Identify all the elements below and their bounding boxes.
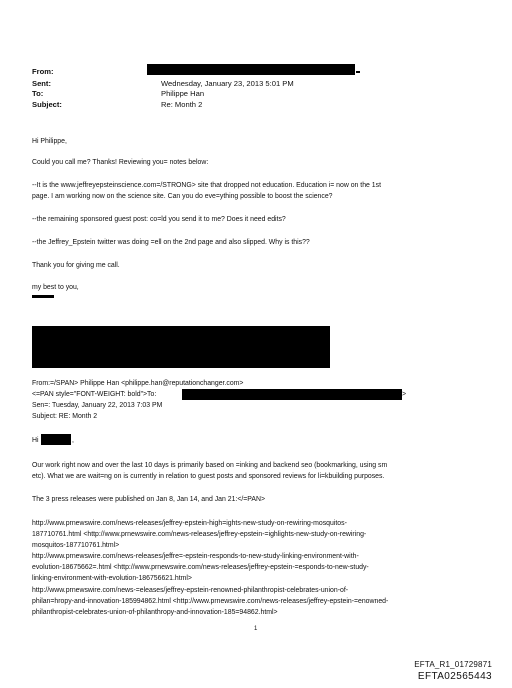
reply-line: Thank you for giving me call. bbox=[32, 262, 120, 269]
subject-value: Re: Month 2 bbox=[161, 100, 203, 109]
quoted-hi-comma: , bbox=[72, 437, 74, 444]
quoted-hi: Hi bbox=[32, 437, 39, 444]
reply-signoff: my best to you, bbox=[32, 284, 79, 291]
link-line: http://www.prnewswire.com/news-=eleases/jeffrey-epstein-renowned-philanthropist-celebrates-union-of- bbox=[32, 587, 349, 594]
link-line: http://www.prnewswire.com/news-releases/jeffre=-epstein-responds-to-new-study-linking-environment-with- bbox=[32, 553, 359, 560]
redaction-to bbox=[182, 389, 402, 400]
link-line: 187710761.html <http://www.prnewswire.com/news-releases/jeffrey-epstein-=ighlights-new-study-on-rewiring- bbox=[32, 531, 367, 538]
bates-id-2: EFTA02565443 bbox=[417, 671, 492, 682]
bates-id-1: EFTA_R1_01729871 bbox=[414, 660, 492, 669]
redaction-signature bbox=[32, 295, 54, 298]
quoted-body: The 3 press releases were published on Jan 8, Jan 14, and Jan 21:</=PAN> bbox=[32, 496, 265, 503]
quoted-to: <=PAN style="FONT-WEIGHT: bold">To: bbox=[32, 391, 157, 398]
quoted-subject: Subject: RE: Month 2 bbox=[32, 413, 98, 420]
link-line: mosquitos-187710761.html> bbox=[32, 542, 120, 549]
quoted-sent: Sen=: Tuesday, January 22, 2013 7:03 PM bbox=[32, 402, 163, 409]
sent-value: Wednesday, January 23, 2013 5:01 PM bbox=[161, 79, 294, 88]
to-value: Philippe Han bbox=[161, 89, 205, 98]
quoted-to-tail: > bbox=[402, 391, 407, 398]
reply-line: --the remaining sponsored guest post: co=ld you send it to me? Does it need edits? bbox=[32, 216, 286, 223]
redaction-block bbox=[32, 326, 330, 368]
link-line: philan=hropy-and-innovation-185994862.html <http://www.prnewswire.com/news-releases/jeffrey-epstein-=enowned- bbox=[32, 598, 389, 605]
reply-line: Could you call me? Thanks! Reviewing you= notes below: bbox=[32, 159, 209, 166]
quoted-body: etc). What we are wait=ng on is currently in relation to guest posts and sponsored reviews for li=kbuilding purposes. bbox=[32, 473, 385, 480]
link-line: philanthropist-celebrates-union-of-philanthropy-and-innovation-185=94862.html> bbox=[32, 609, 278, 616]
redaction-mark bbox=[356, 71, 360, 73]
link-line: linking-environment-with-evolution-186756621.html> bbox=[32, 575, 192, 582]
quoted-from: From:=/SPAN> Philippe Han <philippe.han@reputationchanger.com> bbox=[32, 380, 244, 387]
from-label: From: bbox=[32, 67, 54, 76]
link-line: evolution-18675662=.html <http://www.prnewswire.com/news-releases/jeffrey-epstein-=esponds-to-new-study- bbox=[32, 564, 369, 571]
page-number: 1 bbox=[254, 626, 258, 632]
redaction-name bbox=[41, 434, 71, 445]
sent-label: Sent: bbox=[32, 79, 51, 88]
reply-line: --the Jeffrey_Epstein twitter was doing =ell on the 2nd page and also slipped. Why is this?? bbox=[32, 239, 310, 246]
reply-line: --It is the www.jeffreyepsteinscience.com=/STRONG> site that dropped not education. Education i= now on the 1st bbox=[32, 182, 381, 189]
subject-label: Subject: bbox=[32, 100, 62, 109]
reply-greeting: Hi Philippe, bbox=[32, 138, 67, 145]
to-label: To: bbox=[32, 89, 44, 98]
quoted-body: Our work right now and over the last 10 days is primarily based on =inking and backend seo (bookmarking, using sm bbox=[32, 462, 388, 469]
reply-line: page. I am working now on the science site. Can you do eve=ything possible to boost the science? bbox=[32, 193, 333, 200]
redaction-from bbox=[147, 64, 355, 75]
link-line: http://www.prnewswire.com/news-releases/jeffrey-epstein-high=ights-new-study-on-rewiring-mosquitos- bbox=[32, 520, 347, 527]
